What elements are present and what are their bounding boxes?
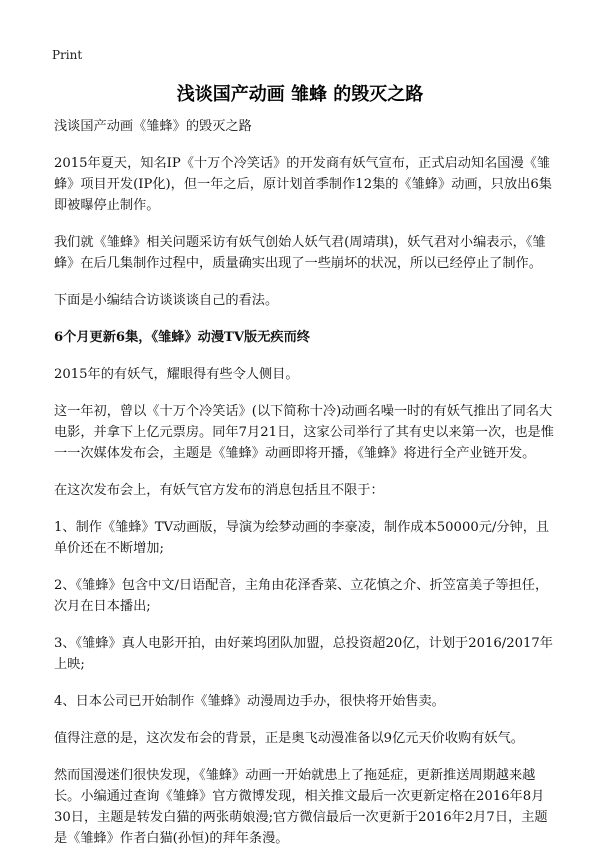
article-paragraph: 在这次发布会上，有妖气官方发布的消息包括且不限于： (54, 483, 384, 498)
article-paragraph: 值得注意的是，这次发布会的背景，正是奥飞动漫准备以9亿元天价收购有妖气。 (54, 731, 524, 746)
section-heading: 6个月更新6集，《雏蜂》动漫TV版无疾而终 (54, 330, 310, 345)
page-title: 浅谈国产动画 雏蜂 的毁灭之路 (176, 84, 424, 105)
print-link[interactable]: Print (52, 48, 83, 62)
list-item: 2、《雏蜂》包含中文/日语配音，主角由花泽香菜、立花慎之介、折笠富美子等担任，次月在日本播出; (54, 578, 549, 614)
article-paragraph: 我们就《雏蜂》相关问题采访有妖气创始人妖气君(周靖琪)，妖气君对小编表示，《雏蜂》在后几集制作过程中，质量确实出现了一些崩坏的状况，所以已经停止了制作。 (54, 235, 546, 271)
article-paragraph: 2015年夏天，知名IP《十万个冷笑话》的开发商有妖气宣布，正式启动知名国漫《雏蜂》项目开发(IP化)，但一年之后，原计划首季制作12集的《雏蜂》动画，只放出6集即被曝停止制作。 (54, 156, 552, 213)
article-paragraph: 下面是小编结合访谈谈谈自己的看法。 (54, 293, 279, 308)
article-paragraph: 然而国漫迷们很快发现，《雏蜂》动画一开始就患上了拖延症，更新推送周期越来越长。小编通过查询《雏蜂》官方微博发现，相关推文最后一次更新定格在2016年8月30日，主题是转发白猫的两张萌娘漫;官方微信最后一次更新于2016年2月7日，主题是《雏蜂》作者白猫(孙恒)的拜年条漫。 (54, 768, 548, 846)
list-item: 1、制作《雏蜂》TV动画版，导演为绘梦动画的李豪凌，制作成本50000元/分钟，且单价还在不断增加; (54, 520, 550, 556)
article-paragraph: 2015年的有妖气，耀眼得有些令人侧目。 (54, 367, 299, 382)
article-body (54, 116, 554, 865)
article-paragraph: 这一年初，曾以《十万个冷笑话》(以下简称十冷)动画名噪一时的有妖气推出了同名大电影，并拿下上亿元票房。同年7月21日，这家公司举行了其有史以来第一次，也是惟一一次媒体发布会，主题是《雏蜂》动画即将开播，《雏蜂》将进行全产业链开发。 (54, 404, 554, 461)
list-item: 3、《雏蜂》真人电影开拍，由好莱坞团队加盟，总投资超20亿，计划于2016/2017年上映; (54, 636, 553, 672)
list-item: 4、日本公司已开始制作《雏蜂》动漫周边手办，很快将开始售卖。 (54, 694, 445, 709)
article-paragraph: 浅谈国产动画《雏蜂》的毁灭之路 (54, 119, 252, 134)
